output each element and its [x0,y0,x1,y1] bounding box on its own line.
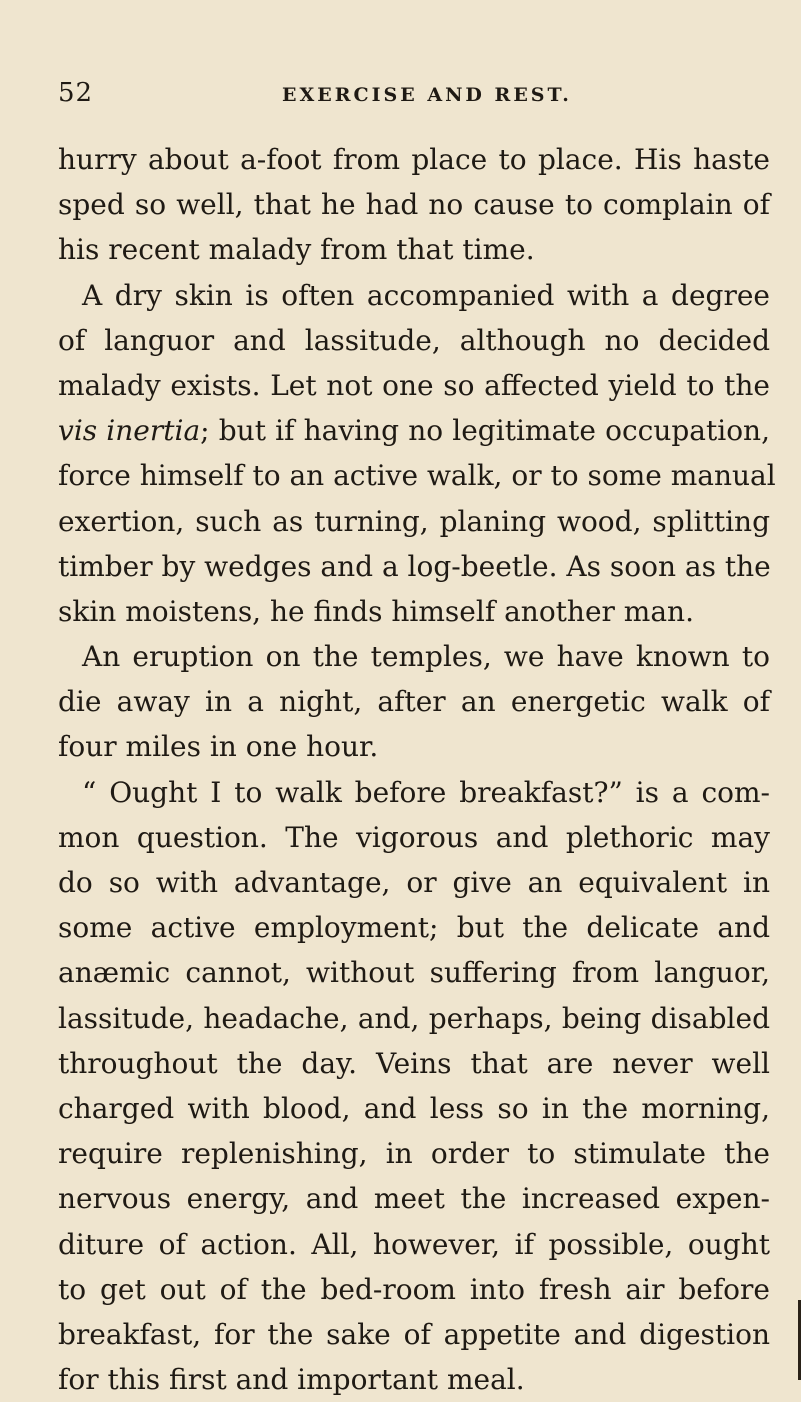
text-line: four miles in one hour. [58,730,379,764]
text-line: to get out of the bed-room into fresh air before [58,1272,770,1306]
text-line: exertion, such as turning, planing wood, splitting [58,504,770,538]
text-line: malady exists. Let not one so affected yield to the [58,368,770,402]
text-line: breakfast, for the sake of appetite and digestion [58,1317,770,1351]
latin-phrase: vis inertia [58,414,201,448]
text-line: for this first and important meal. [58,1363,525,1397]
text-line: charged with blood, and less so in the morning, [58,1091,770,1125]
text-line: require replenishing, in order to stimulate the [58,1137,770,1171]
text-line: some active employment; but the delicate and [58,911,770,945]
text-line: vis inertia; but if having no legitimate occupation, [58,414,770,448]
text-line: mon question. The vigorous and plethoric may [58,820,770,854]
text-line: skin moistens, he finds himself another man. [58,594,694,628]
text-line: timber by wedges and a log-beetle. As soon as the [58,549,771,583]
text-line: anæmic cannot, without suffering from languor, [58,956,770,990]
text-line: do so with advantage, or give an equivalent in [58,866,770,899]
text-line: A dry skin is often accompanied with a degree [82,278,770,312]
text-line: die away in a night, after an energetic walk of [58,685,770,719]
text-line: nervous energy, and meet the increased expen- [58,1182,770,1216]
text-line: of languor and lassitude, although no decided [58,323,770,357]
text-line: his recent malady from that time. [58,233,535,267]
text-line: “ Ought I to walk before breakfast?” is a com- [82,775,770,809]
body-text [58,137,776,1402]
page-number: 52 [58,78,94,108]
text-line: throughout the day. Veins that are never well [58,1046,770,1080]
running-title: EXERCISE AND REST. [282,84,572,106]
text-line: force himself to an active walk, or to some manual [58,459,776,493]
text-line: sped so well, that he had no cause to complain of [58,188,770,222]
text-line: lassitude, headache, and, perhaps, being disabled [58,1001,770,1035]
text-line: An eruption on the temples, we have known to [82,640,770,674]
running-head [58,78,758,118]
text-line: hurry about a-foot from place to place. His haste [58,143,770,176]
text-line: diture of action. All, however, if possible, ought [58,1227,770,1261]
